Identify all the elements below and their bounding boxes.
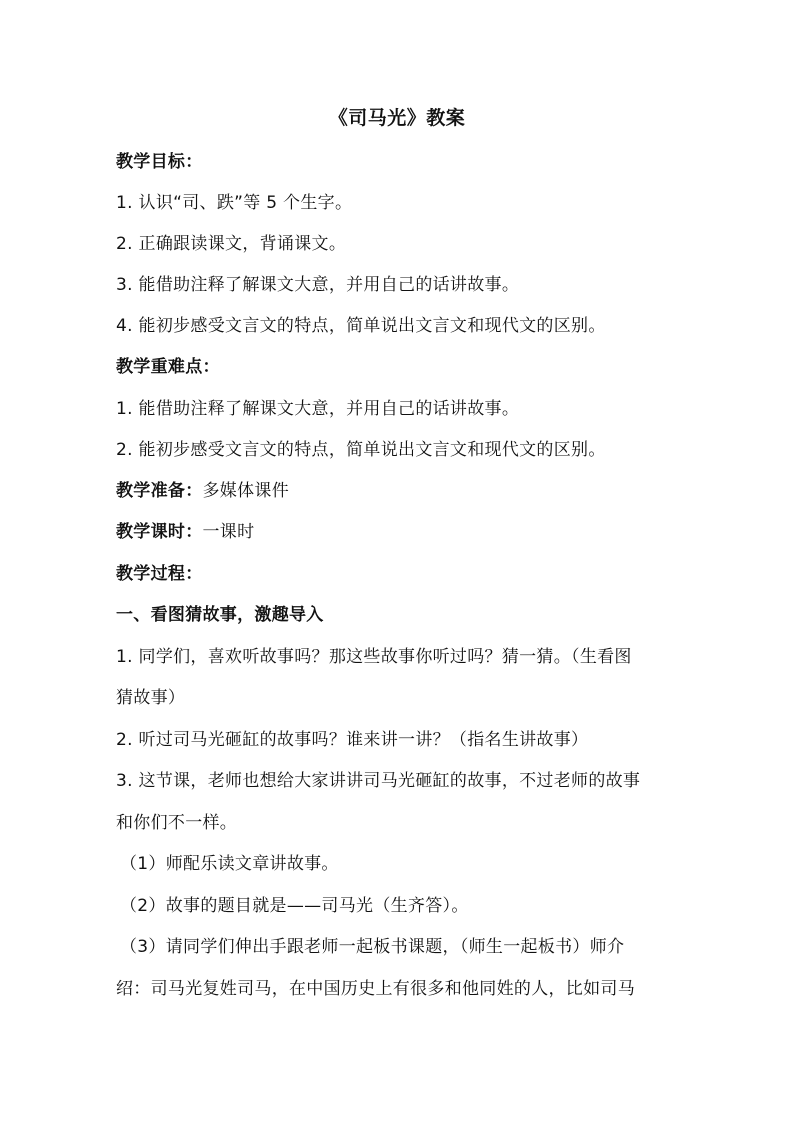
hours-line <box>116 520 684 544</box>
process-subitem: （1）师配乐读文章讲故事。 <box>120 854 339 874</box>
process-heading: 教学过程： <box>116 564 203 584</box>
key-point-item: 1. 能借助注释了解课文大意，并用自己的话讲故事。 <box>116 399 520 419</box>
process-line: 3. 这节课，老师也想给大家讲讲司马光砸缸的故事，不过老师的故事 <box>116 771 641 791</box>
key-points-heading: 教学重难点： <box>116 357 220 377</box>
process-line: 绍：司马光复姓司马，在中国历史上有很多和他同姓的人，比如司马 <box>116 979 635 999</box>
key-point-item: 2. 能初步感受文言文的特点，简单说出文言文和现代文的区别。 <box>116 440 606 460</box>
process-line: 2. 听过司马光砸缸的故事吗？谁来讲一讲？（指名生讲故事） <box>116 730 589 750</box>
hours-value: 一课时 <box>202 522 255 542</box>
preparation-line <box>116 479 684 503</box>
process-line: 猜故事） <box>116 688 186 708</box>
hours-label: 教学课时： <box>116 522 203 542</box>
goal-item: 3. 能借助注释了解课文大意，并用自己的话讲故事。 <box>116 275 520 295</box>
process-subitem: （3）请同学们伸出手跟老师一起板书课题，（师生一起板书）师介 <box>120 937 625 957</box>
goal-item: 1. 认识“司、跌”等 5 个生字。 <box>116 193 353 213</box>
preparation-value: 多媒体课件 <box>202 481 289 501</box>
preparation-label: 教学准备： <box>116 481 203 501</box>
document-title: 《司马光》教案 <box>328 107 466 129</box>
goal-item: 4. 能初步感受文言文的特点，简单说出文言文和现代文的区别。 <box>116 316 606 336</box>
goals-heading: 教学目标： <box>116 152 203 172</box>
process-line: 和你们不一样。 <box>116 813 238 833</box>
goal-item: 2. 正确跟读课文，背诵课文。 <box>116 234 347 254</box>
part1-heading: 一、看图猜故事，激趣导入 <box>116 605 324 625</box>
process-subitem: （2）故事的题目就是——司马光（生齐答）。 <box>120 896 469 916</box>
process-line: 1. 同学们，喜欢听故事吗？那这些故事你听过吗？猜一猜。（生看图 <box>116 647 632 667</box>
